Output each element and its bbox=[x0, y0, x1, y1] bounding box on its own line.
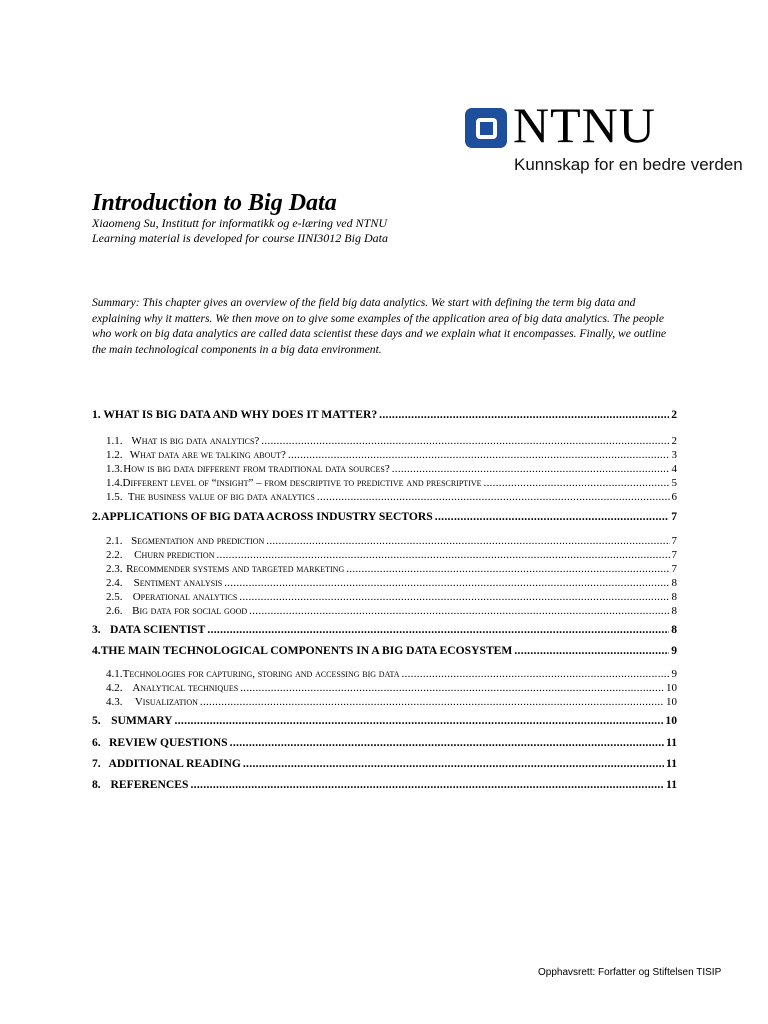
toc-dot-leader bbox=[240, 682, 664, 694]
toc-entry-title: What is big data analytics? bbox=[131, 435, 260, 447]
toc-entry-number: 2.2. bbox=[106, 549, 123, 561]
toc-entry-title: REFERENCES bbox=[110, 778, 189, 791]
toc-entry[interactable] bbox=[92, 644, 677, 657]
toc-subentry[interactable] bbox=[92, 605, 677, 617]
toc-dot-leader bbox=[261, 435, 669, 447]
toc-dot-leader bbox=[346, 563, 669, 575]
toc-entry-number: 4.3. bbox=[106, 696, 123, 708]
toc-entry-title: Segmentation and prediction bbox=[131, 535, 265, 547]
toc-entry-title: APPLICATIONS OF BIG DATA ACROSS INDUSTRY SECTORS bbox=[101, 510, 433, 523]
toc-entry-title: ADDITIONAL READING bbox=[108, 757, 241, 770]
toc-page-number: 2 bbox=[671, 408, 677, 421]
toc-entry-number: 2.3. bbox=[106, 563, 123, 575]
course-line: Learning material is developed for course IINI3012 Big Data bbox=[92, 231, 388, 245]
logo-tagline: Kunnskap for en bedre verden bbox=[514, 155, 743, 174]
toc-entry-title: How is big data different from traditional data sources? bbox=[123, 463, 390, 475]
toc-dot-leader bbox=[224, 577, 669, 589]
toc-entry-number: 1. bbox=[92, 408, 101, 421]
toc-entry-title: Visualization bbox=[134, 696, 198, 708]
toc-page-number: 3 bbox=[671, 449, 677, 461]
toc-entry-number: 1.3. bbox=[106, 463, 123, 475]
toc-subentry[interactable] bbox=[92, 435, 677, 447]
toc-entry[interactable] bbox=[92, 623, 677, 636]
toc-entry-number: 2. bbox=[92, 510, 101, 523]
toc-dot-leader bbox=[392, 463, 670, 475]
toc-entry-title: SUMMARY bbox=[111, 714, 173, 727]
summary-paragraph: Summary: This chapter gives an overview of the field big data analytics. We start with defining the term big data and explaining why it matters. We then move on to give some examples of the application area of big data analytics. The people who work on big data analytics are called data scientist these days and we explain what it encompasses. Finally, we outline the main technological components in a big data environment. bbox=[92, 296, 667, 356]
toc-entry-title: REVIEW QUESTIONS bbox=[108, 736, 228, 749]
toc-subentry[interactable] bbox=[92, 549, 677, 561]
toc-page-number: 10 bbox=[666, 682, 677, 694]
toc-entry-number: 2.4. bbox=[106, 577, 123, 589]
toc-entry-title: Operational analytics bbox=[132, 591, 238, 603]
ntnu-logo bbox=[465, 97, 743, 178]
toc-entry[interactable] bbox=[92, 778, 677, 791]
toc-page-number: 7 bbox=[671, 549, 677, 561]
toc-entry[interactable] bbox=[92, 408, 677, 421]
toc-entry-number: 5. bbox=[92, 714, 101, 727]
toc-entry[interactable] bbox=[92, 736, 677, 749]
toc-entry-number: 2.6. bbox=[106, 605, 123, 617]
toc-dot-leader bbox=[239, 591, 669, 603]
toc-page-number: 10 bbox=[665, 714, 677, 727]
toc-entry-title: What data are we talking about? bbox=[129, 449, 286, 461]
toc-subentry[interactable] bbox=[92, 591, 677, 603]
toc-entry-title: Sentiment analysis bbox=[133, 577, 223, 589]
toc-entry-number: 1.5. bbox=[106, 491, 123, 503]
toc-page-number: 8 bbox=[671, 577, 677, 589]
document-title: Introduction to Big Data bbox=[92, 190, 337, 216]
toc-subentry[interactable] bbox=[92, 682, 677, 694]
toc-entry[interactable] bbox=[92, 757, 677, 770]
toc-subentry[interactable] bbox=[92, 577, 677, 589]
toc-entry-number: 4. bbox=[92, 644, 101, 657]
toc-page-number: 7 bbox=[671, 563, 677, 575]
toc-dot-leader bbox=[243, 757, 664, 770]
toc-subentry[interactable] bbox=[92, 535, 677, 547]
toc-subentry[interactable] bbox=[92, 449, 677, 461]
toc-page-number: 10 bbox=[666, 696, 677, 708]
toc-entry-title: Analytical techniques bbox=[132, 682, 239, 694]
toc-entry-title: Recommender systems and targeted marketing bbox=[126, 563, 345, 575]
toc-dot-leader bbox=[190, 778, 664, 791]
toc-dot-leader bbox=[216, 549, 669, 561]
toc-entry-title: Big data for social good bbox=[132, 605, 248, 617]
toc-entry-title: WHAT IS BIG DATA AND WHY DOES IT MATTER? bbox=[103, 408, 378, 421]
toc-page-number: 9 bbox=[671, 668, 677, 680]
toc-page-number: 4 bbox=[671, 463, 677, 475]
toc-dot-leader bbox=[514, 644, 669, 657]
toc-dot-leader bbox=[249, 605, 669, 617]
copyright-footer: Opphavsrett: Forfatter og Stiftelsen TISIP bbox=[538, 967, 722, 978]
toc-dot-leader bbox=[175, 714, 664, 727]
toc-page-number: 5 bbox=[671, 477, 677, 489]
toc-entry-number: 6. bbox=[92, 736, 101, 749]
toc-page-number: 7 bbox=[671, 510, 677, 523]
toc-page-number: 8 bbox=[671, 623, 677, 636]
toc-page-number: 9 bbox=[671, 644, 677, 657]
toc-entry-number: 8. bbox=[92, 778, 101, 791]
toc-dot-leader bbox=[402, 668, 670, 680]
toc-page-number: 7 bbox=[671, 535, 677, 547]
toc-entry-number: 2.1. bbox=[106, 535, 123, 547]
toc-entry-number: 3. bbox=[92, 623, 101, 636]
toc-entry-title: Churn prediction bbox=[134, 549, 215, 561]
toc-page-number: 11 bbox=[666, 757, 677, 770]
toc-dot-leader bbox=[435, 510, 669, 523]
toc-dot-leader bbox=[200, 696, 664, 708]
toc-entry-title: DATA SCIENTIST bbox=[110, 623, 206, 636]
logo-name: NTNU bbox=[513, 97, 656, 153]
toc-subentry[interactable] bbox=[92, 477, 677, 489]
toc-entry[interactable] bbox=[92, 510, 677, 523]
toc-dot-leader bbox=[266, 535, 669, 547]
toc-entry-title: Different level of “insight” – from descriptive to predictive and prescriptive bbox=[122, 477, 482, 489]
toc-entry-title: THE MAIN TECHNOLOGICAL COMPONENTS IN A BIG DATA ECOSYSTEM bbox=[100, 644, 513, 657]
toc-entry-number: 2.5. bbox=[106, 591, 123, 603]
toc-page-number: 11 bbox=[666, 736, 677, 749]
toc-subentry[interactable] bbox=[92, 491, 677, 503]
toc-page-number: 8 bbox=[671, 605, 677, 617]
toc-subentry[interactable] bbox=[92, 668, 677, 680]
toc-subentry[interactable] bbox=[92, 463, 677, 475]
toc-dot-leader bbox=[207, 623, 669, 636]
toc-entry-number: 4.2. bbox=[106, 682, 123, 694]
toc-entry-number: 1.1. bbox=[106, 435, 123, 447]
toc-page-number: 11 bbox=[666, 778, 677, 791]
toc-entry-title: Technologies for capturing, storing and accessing big data bbox=[122, 668, 400, 680]
toc-page-number: 2 bbox=[671, 435, 677, 447]
ntnu-logo-mark-icon bbox=[465, 108, 507, 148]
toc-entry-number: 4.1. bbox=[106, 668, 123, 680]
toc-dot-leader bbox=[484, 477, 670, 489]
toc-entry-title: The business value of big data analytics bbox=[127, 491, 315, 503]
author-line: Xiaomeng Su, Institutt for informatikk og e-læring ved NTNU bbox=[92, 216, 387, 230]
toc-entry[interactable] bbox=[92, 714, 677, 727]
toc-dot-leader bbox=[379, 408, 669, 421]
toc-subentry[interactable] bbox=[92, 696, 677, 708]
toc-dot-leader bbox=[317, 491, 670, 503]
toc-page-number: 8 bbox=[671, 591, 677, 603]
toc-entry-number: 1.2. bbox=[106, 449, 123, 461]
toc-dot-leader bbox=[230, 736, 664, 749]
toc-entry-number: 7. bbox=[92, 757, 101, 770]
toc-dot-leader bbox=[288, 449, 670, 461]
toc-subentry[interactable] bbox=[92, 563, 677, 575]
toc-page-number: 6 bbox=[671, 491, 677, 503]
toc-entry-number: 1.4. bbox=[106, 477, 123, 489]
